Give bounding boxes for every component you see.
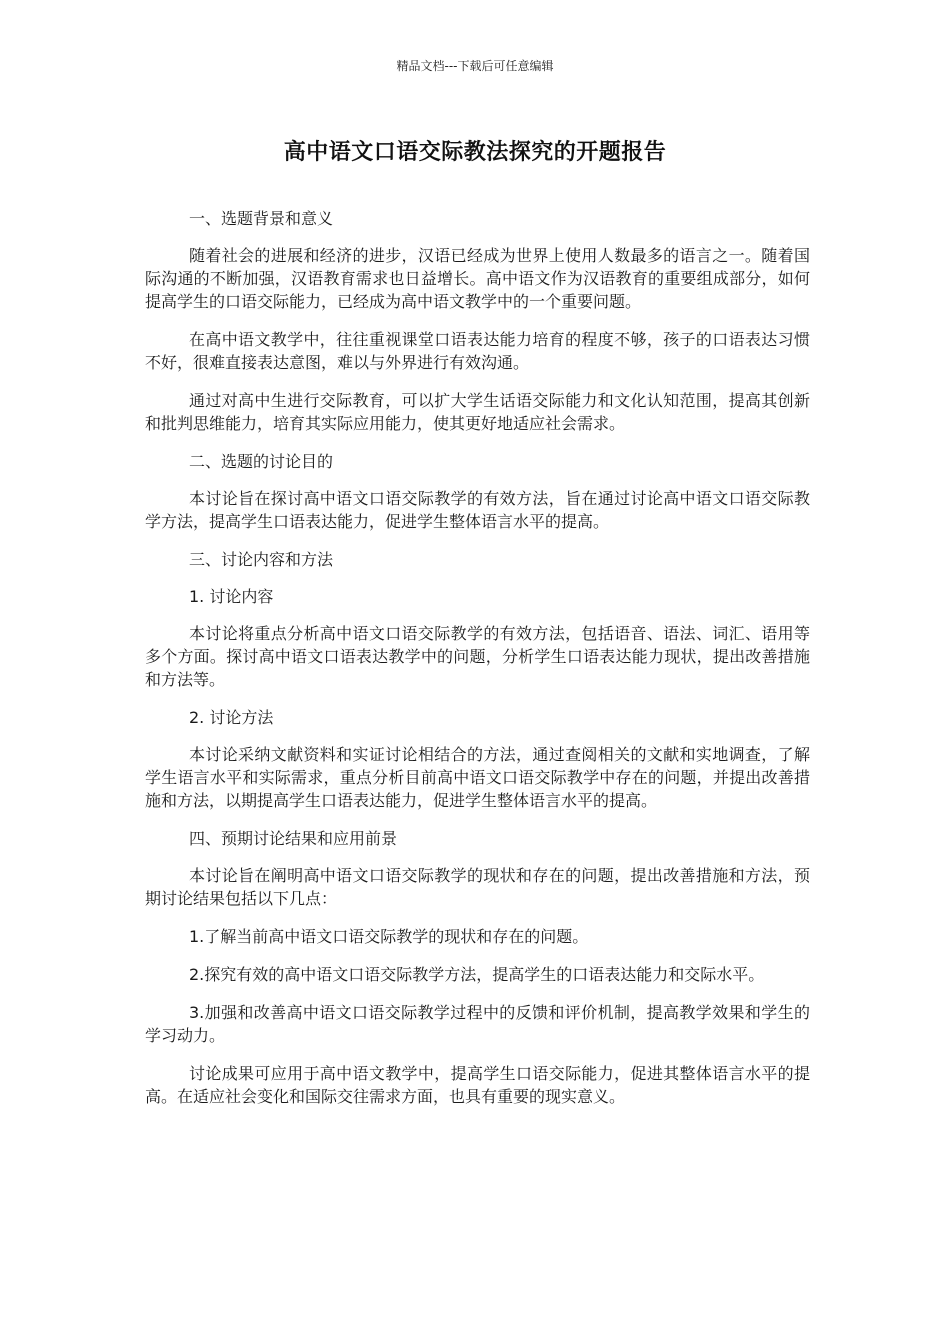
body-paragraph: 随着社会的进展和经济的进步，汉语已经成为世界上使用人数最多的语言之一。随着国际沟通的不断加强，汉语教育需求也日益增长。高中语文作为汉语教育的重要组成部分，如何提高学生的口语交际能力，已经成为高中语文教学中的一个重要问题。	[145, 246, 810, 311]
body-paragraph: 在高中语文教学中，往往重视课堂口语表达能力培育的程度不够，孩子的口语表达习惯不好，很难直接表达意图，难以与外界进行有效沟通。	[145, 330, 810, 372]
body-paragraph: 本讨论采纳文献资料和实证讨论相结合的方法，通过查阅相关的文献和实地调查，了解学生语言水平和实际需求，重点分析目前高中语文口语交际教学中存在的问题，并提出改善措施和方法，以期提高学生口语表达能力，促进学生整体语言水平的提高。	[145, 745, 810, 810]
body-paragraph: 本讨论旨在探讨高中语文口语交际教学的有效方法，旨在通过讨论高中语文口语交际教学方法，提高学生口语表达能力，促进学生整体语言水平的提高。	[145, 489, 810, 531]
section-heading: 一、选题背景和意义	[189, 209, 334, 228]
list-item: 3.加强和改善高中语文口语交际教学过程中的反馈和评价机制，提高教学效果和学生的学习动力。	[145, 1003, 810, 1045]
list-item: 1.了解当前高中语文口语交际教学的现状和存在的问题。	[189, 927, 589, 946]
subsection-heading: 1. 讨论内容	[189, 587, 274, 606]
section-heading: 四、预期讨论结果和应用前景	[189, 829, 398, 848]
document-body	[145, 207, 810, 1123]
body-paragraph: 本讨论旨在阐明高中语文口语交际教学的现状和存在的问题，提出改善措施和方法，预期讨论结果包括以下几点：	[145, 866, 810, 908]
section-heading: 三、讨论内容和方法	[189, 550, 334, 569]
header-note: 精品文档---下载后可任意编辑	[396, 59, 554, 73]
document-title: 高中语文口语交际教法探究的开题报告	[283, 140, 667, 165]
section-heading: 二、选题的讨论目的	[189, 452, 334, 471]
subsection-heading: 2. 讨论方法	[189, 708, 274, 727]
body-paragraph: 讨论成果可应用于高中语文教学中，提高学生口语交际能力，促进其整体语言水平的提高。在适应社会变化和国际交往需求方面，也具有重要的现实意义。	[145, 1064, 810, 1106]
body-paragraph: 本讨论将重点分析高中语文口语交际教学的有效方法，包括语音、语法、词汇、语用等多个方面。探讨高中语文口语表达教学中的问题，分析学生口语表达能力现状，提出改善措施和方法等。	[145, 624, 810, 689]
list-item: 2.探究有效的高中语文口语交际教学方法，提高学生的口语表达能力和交际水平。	[189, 965, 765, 984]
body-paragraph: 通过对高中生进行交际教育，可以扩大学生话语交际能力和文化认知范围，提高其创新和批判思维能力，培育其实际应用能力，使其更好地适应社会需求。	[145, 391, 810, 433]
